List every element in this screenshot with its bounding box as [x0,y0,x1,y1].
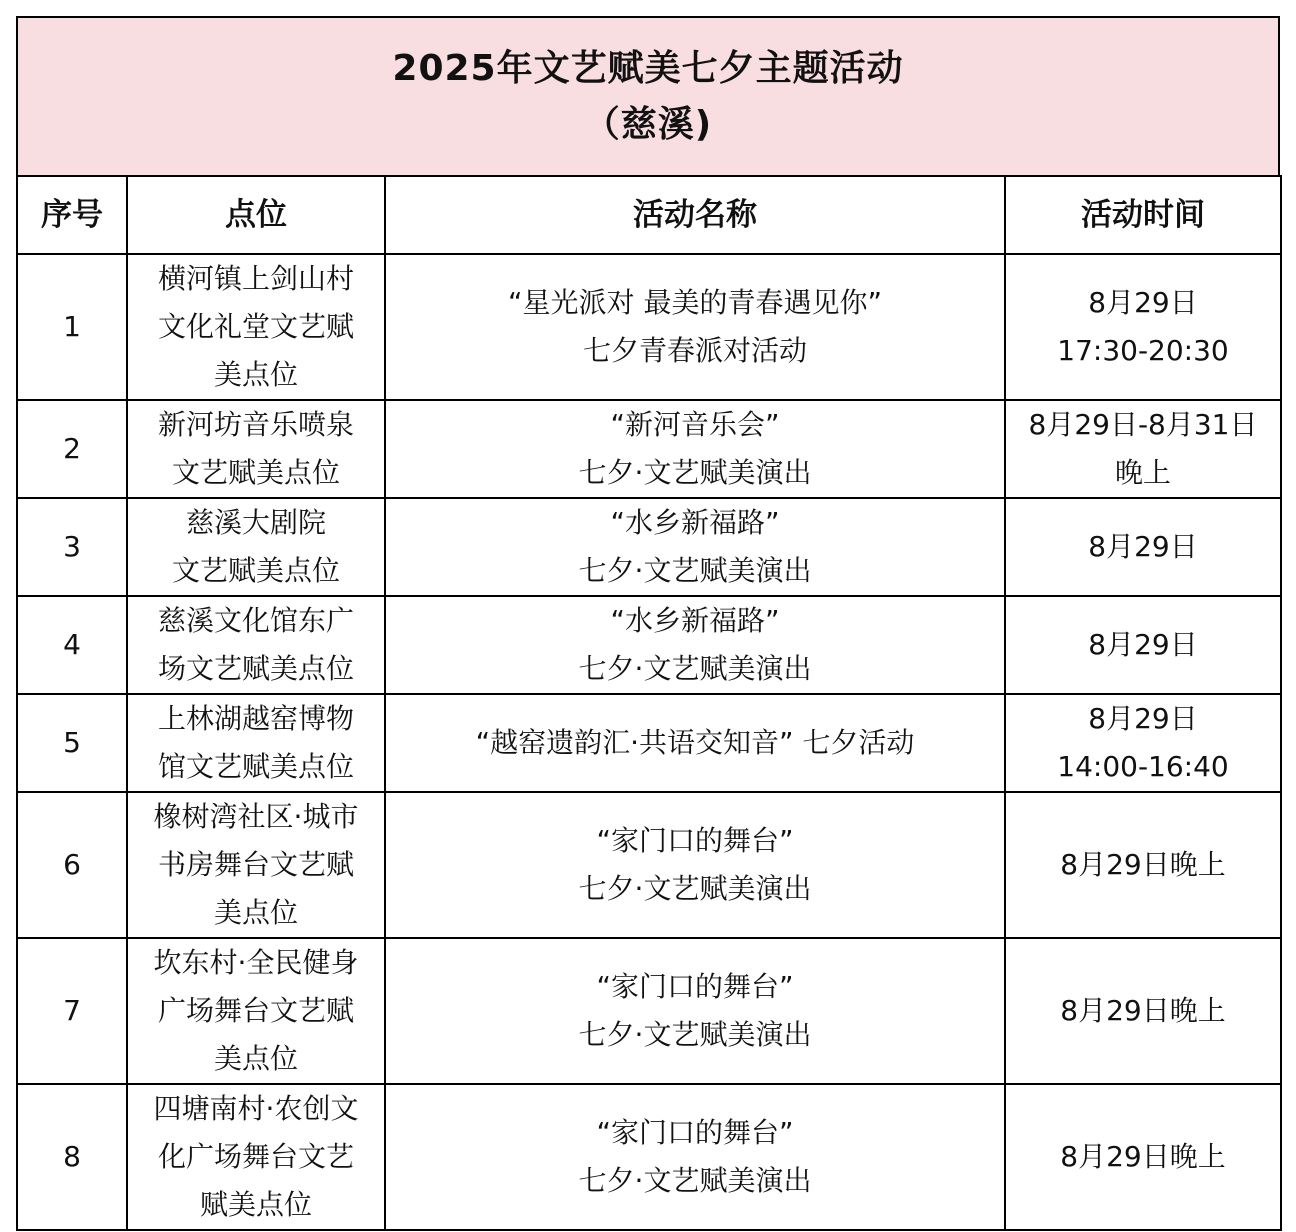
page-title: 2025年文艺赋美七夕主题活动 [392,47,904,89]
time-cell: 8月29日晚上 [1005,1084,1281,1230]
header-location: 点位 [127,176,385,254]
location-cell: 上林湖越窑博物 馆文艺赋美点位 [127,694,385,792]
time-cell: 8月29日 14:00-16:40 [1005,694,1281,792]
row-number: 6 [17,792,127,938]
time-cell: 8月29日 [1005,596,1281,694]
row-number: 8 [17,1084,127,1230]
table-row [17,1084,1281,1230]
activity-cell: “家门口的舞台” 七夕·文艺赋美演出 [385,792,1005,938]
location-cell: 横河镇上剑山村 文化礼堂文艺赋 美点位 [127,254,385,400]
time-cell: 8月29日 17:30-20:30 [1005,254,1281,400]
row-number: 5 [17,694,127,792]
activity-cell: “家门口的舞台” 七夕·文艺赋美演出 [385,1084,1005,1230]
row-number: 7 [17,938,127,1084]
activity-cell: “星光派对 最美的青春遇见你” 七夕青春派对活动 [385,254,1005,400]
table-row [17,400,1281,498]
time-cell: 8月29日晚上 [1005,792,1281,938]
location-cell: 坎东村·全民健身 广场舞台文艺赋 美点位 [127,938,385,1084]
activity-cell: “水乡新福路” 七夕·文艺赋美演出 [385,596,1005,694]
table-row [17,938,1281,1084]
location-cell: 慈溪大剧院 文艺赋美点位 [127,498,385,596]
activity-cell: “越窑遗韵汇·共语交知音” 七夕活动 [385,694,1005,792]
activity-schedule-sheet [16,16,1280,1231]
header-number: 序号 [17,176,127,254]
row-number: 3 [17,498,127,596]
location-cell: 橡树湾社区·城市 书房舞台文艺赋 美点位 [127,792,385,938]
table-row [17,254,1281,400]
header-activity: 活动名称 [385,176,1005,254]
table-row [17,694,1281,792]
header-time: 活动时间 [1005,176,1281,254]
title-banner [16,16,1280,175]
row-number: 1 [17,254,127,400]
activity-cell: “新河音乐会” 七夕·文艺赋美演出 [385,400,1005,498]
header-row [17,176,1281,254]
schedule-table [16,175,1282,1231]
table-row [17,596,1281,694]
page-subtitle: （慈溪) [583,103,713,145]
time-cell: 8月29日晚上 [1005,938,1281,1084]
row-number: 4 [17,596,127,694]
table-row [17,498,1281,596]
time-cell: 8月29日-8月31日 晚上 [1005,400,1281,498]
row-number: 2 [17,400,127,498]
activity-cell: “水乡新福路” 七夕·文艺赋美演出 [385,498,1005,596]
location-cell: 新河坊音乐喷泉 文艺赋美点位 [127,400,385,498]
time-cell: 8月29日 [1005,498,1281,596]
table-row [17,792,1281,938]
location-cell: 慈溪文化馆东广 场文艺赋美点位 [127,596,385,694]
location-cell: 四塘南村·农创文 化广场舞台文艺 赋美点位 [127,1084,385,1230]
activity-cell: “家门口的舞台” 七夕·文艺赋美演出 [385,938,1005,1084]
